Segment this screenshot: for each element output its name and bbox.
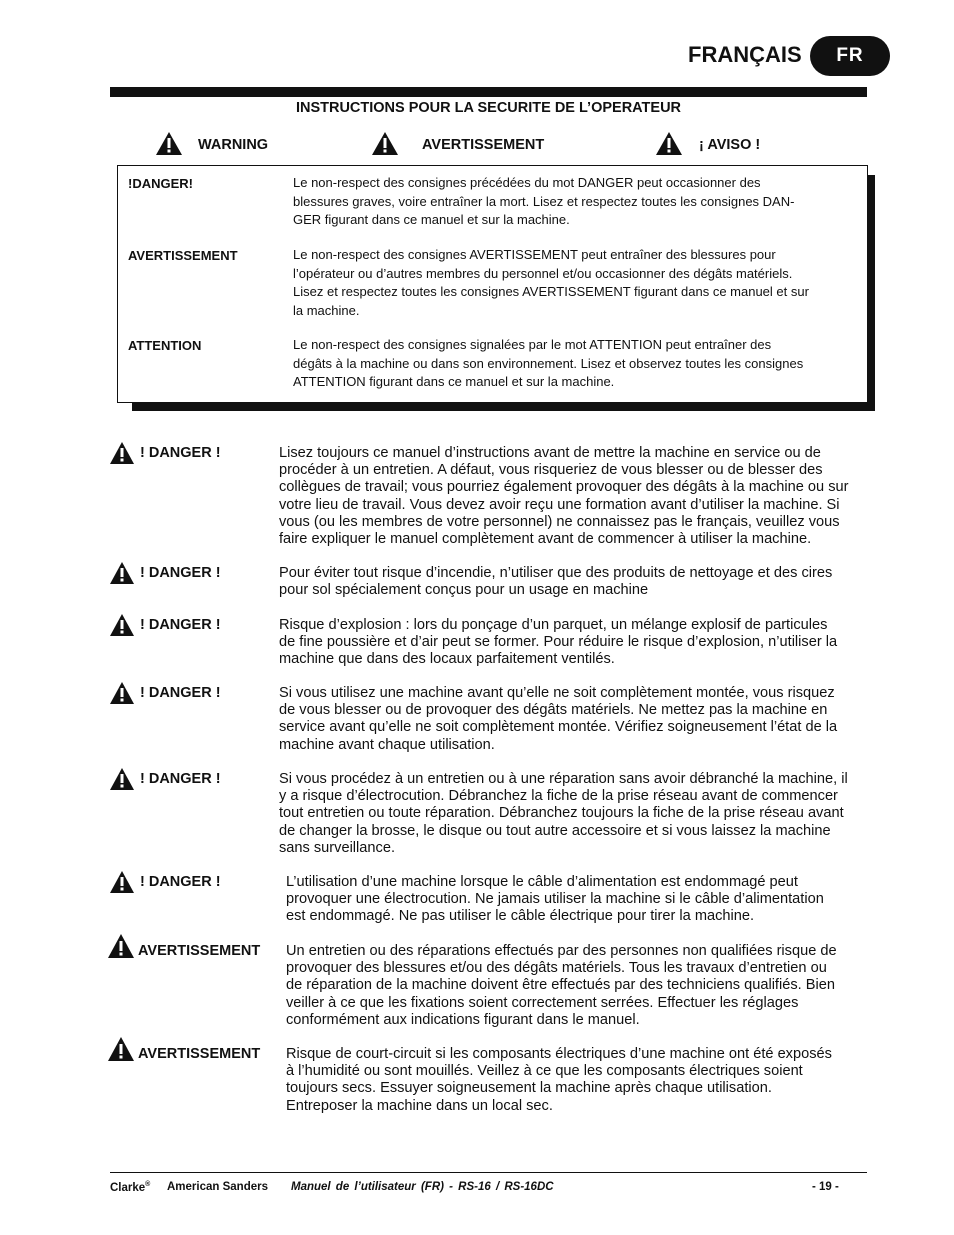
warning-label: WARNING bbox=[198, 137, 269, 153]
item-text: L’utilisation d’une machine lorsque le câble d’alimentation est endommagé peut provoquer une électrocution. Ne jamais utiliser la machine si le câble d’alimentation est endommagé. Ne pas utiliser le câble électrique pour tirer la machine. bbox=[286, 874, 824, 925]
header-rule bbox=[110, 87, 867, 97]
item-label: ! DANGER ! bbox=[140, 445, 221, 461]
item-label: ! DANGER ! bbox=[140, 617, 221, 633]
item-text: Lisez toujours ce manuel d’instructions avant de mettre la machine en service ou de procéder à un entretien. A défaut, vous risqueriez de vous blesser ou de blesser des collègues de travail; vous pourriez également provoquer des dégâts à la machine ou sur votre lieu de travail. Vous devez avoir reçu une formation avant d’utiliser la machine. Si vous (ou les membres de votre personnel) ne connaissez pas le français, veuillez vous faire expliquer le manuel complètement avant de commencer à utiliser la machine. bbox=[279, 445, 849, 548]
definition-text: Le non-respect des consignes précédées du mot DANGER peut occasionner des blessures graves, voire entraîner la mort. Lisez et respectez toutes les consignes DAN- GER figurant dans ce manuel et sur la machine. bbox=[293, 175, 795, 227]
footer-company: American Sanders bbox=[167, 1181, 268, 1193]
definition-text: Le non-respect des consignes signalées par le mot ATTENTION peut entraîner des dégâts à la machine ou dans son environnement. Lisez et observez toutes les consignes ATTENTION figurant dans ce manuel et sur la machine. bbox=[293, 337, 804, 389]
aviso-label: ¡ AVISO ! bbox=[699, 137, 761, 153]
item-label: ! DANGER ! bbox=[140, 685, 221, 701]
item-text: Si vous procédez à un entretien ou à une réparation sans avoir débranché la machine, il y a risque d’électrocution. Débranchez la fiche de la prise réseau avant de commencer tout entretien ou toute réparation. Débranchez toujours la fiche de la prise réseau avant de changer la brosse, le disque ou tout autre accessoire et si vous laissez la machine sans surveillance. bbox=[279, 771, 848, 856]
avertissement-label: AVERTISSEMENT bbox=[422, 137, 545, 153]
item-label: AVERTISSEMENT bbox=[138, 1046, 261, 1062]
item-label: ! DANGER ! bbox=[140, 771, 221, 787]
item-text: Si vous utilisez une machine avant qu’elle ne soit complètement montée, vous risquez de vous blesser ou de provoquer des dégâts matériels. Ne mettez pas la machine en service avant qu’elle ne soit complètement montée. Vérifiez soigneusement l’état de la machine avant chaque utilisation. bbox=[279, 685, 838, 753]
danger-triangle-icon bbox=[110, 562, 134, 584]
danger-triangle-icon bbox=[110, 871, 134, 893]
warning-triangle-icon bbox=[372, 132, 398, 155]
footer-rule bbox=[110, 1172, 867, 1173]
definition-text: Le non-respect des consignes AVERTISSEMENT peut entraîner des blessures pour l’opérateur ou d’autres membres du personnel et/ou occasionner des dégâts matériels. Lisez et respectez toutes les consignes AVERTISSEMENT figurant dans ce manuel et sur la machine. bbox=[293, 247, 809, 318]
danger-triangle-icon bbox=[110, 614, 134, 636]
warning-triangle-icon bbox=[108, 1037, 134, 1061]
page-number: - 19 - bbox=[812, 1181, 839, 1193]
warning-triangle-icon bbox=[656, 132, 682, 155]
item-text: Risque de court-circuit si les composants électriques d’une machine ont été exposés à l’humidité ou sont mouillés. Veillez à ce que les composants électriques soient toujours secs. Essuyer soigneusement la machine après chaque utilisation. Entreposer la machine dans un local sec. bbox=[286, 1046, 832, 1114]
warning-triangle-icon bbox=[156, 132, 182, 155]
section-title: INSTRUCTIONS POUR LA SECURITE DE L’OPERATEUR bbox=[295, 100, 682, 116]
footer-brand: Clarke® bbox=[110, 1181, 151, 1194]
definition-label: ATTENTION bbox=[128, 338, 202, 353]
danger-triangle-icon bbox=[110, 442, 134, 464]
language-badge: FR bbox=[810, 36, 890, 76]
definition-label: !DANGER! bbox=[128, 176, 193, 191]
item-label: ! DANGER ! bbox=[140, 874, 221, 890]
item-text: Risque d’explosion : lors du ponçage d’un parquet, un mélange explosif de particules de fine poussière et d’air peut se former. Pour réduire le risque d’explosion, n’utiliser la machine que dans des locaux parfaitement ventilés. bbox=[279, 617, 838, 668]
definition-label: AVERTISSEMENT bbox=[128, 248, 238, 263]
item-label: ! DANGER ! bbox=[140, 565, 221, 581]
item-label: AVERTISSEMENT bbox=[138, 943, 261, 959]
danger-triangle-icon bbox=[110, 682, 134, 704]
footer-manual-title: Manuel de l’utilisateur (FR) - RS-16 / RS-16DC bbox=[291, 1181, 554, 1193]
item-text: Un entretien ou des réparations effectués par des personnes non qualifiées risque de provoquer des blessures et/ou des dégâts matériels. Tous les travaux d’entretien ou de réparation de la machine doivent être effectués par des techniciens qualifiés. Bien veiller à ce que les fixations soient correctement serrées. Effectuer les réglages conformément aux indications figurant dans le manuel. bbox=[286, 943, 837, 1028]
danger-triangle-icon bbox=[110, 768, 134, 790]
warning-triangle-icon bbox=[108, 934, 134, 958]
language-title: FRANÇAIS bbox=[688, 42, 802, 67]
item-text: Pour éviter tout risque d’incendie, n’utiliser que des produits de nettoyage et des cires pour sol spécialement conçus pour un usage en machine bbox=[279, 565, 833, 599]
